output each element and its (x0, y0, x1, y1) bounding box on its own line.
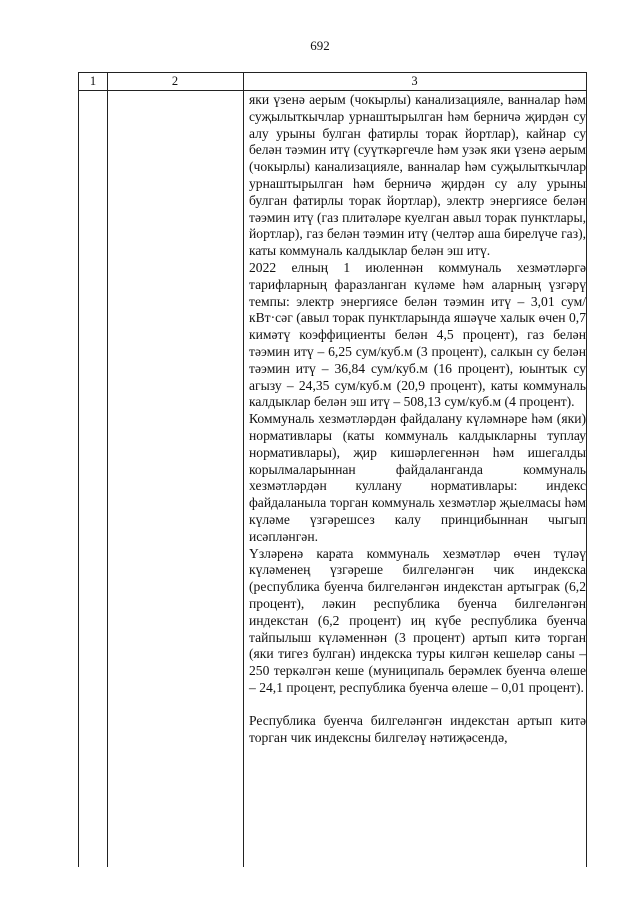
column-divider-1 (107, 72, 108, 867)
paragraph-3: Коммуналь хезмәтләрдән файдалану күләмнәре һәм (яки) нормативлары (каты коммуналь калдыкларны туплау нормативлары), җир кишәрлегеннән һәм ишегалды корылмаларыннан файдаланганда коммуналь хезмәтләрдән куллану нормативлары: индекс файдаланыла торган коммуналь хезмәтләр җыелмасы һәм күләме үзгәрешсез калу принцибыннан чыгып исәпләнгән. (249, 411, 586, 544)
paragraph-5: Республика буенча билгеләнгән индекстан артып китә торган чик индексны билгеләү нәтиҗәсендә, (249, 713, 586, 746)
content-table (78, 72, 587, 867)
paragraph-2: 2022 елның 1 июленнән коммуналь хезмәтләргә тарифларның фаразланган күләме һәм аларның үзгәрү темпы: электр энергиясе белән тәэмин итү – 3,01 сум/кВт·сәг (авыл торак пунктларында яшәүче халык өчен 0,7 кимәтү коэффициенты белән 4,5 процент), газ белән тәэмин итү – 6,25 сум/куб.м (3 процент), салкын су белән тәэмин итү – 36,84 сум/куб.м (16 процент), юынтык су агызу – 24,35 сум/куб.м (20,9 процент), каты коммуналь калдыклар белән эш итү – 508,13 сум/куб.м (4 процент). (249, 259, 586, 410)
paragraph-4: Үзләренә карата коммуналь хезмәтләр өчен түләү күләменең үзгәреше билгеләнгән чик индекска (республика буенча билгеләнгән индекстан артыграк (6,2 процент), ләкин республика буенча билгеләнгән индекстан (6,2 процент) иң күбе республика буенча тайпылыш күләменнән (3 процент) артып китә торган (яки тигез булган) индекска туры килгән кешеләр саны – 250 теркәлгән кеше (муниципаль берәмлек буенча өлеше – 24,1 процент, республика буенча өлеше – 0,01 процент). (249, 545, 586, 695)
column-divider-2 (243, 72, 244, 867)
header-col-1: 1 (89, 74, 97, 88)
table-header-row (79, 72, 586, 91)
header-col-3: 3 (411, 74, 418, 88)
header-col-2: 2 (171, 74, 179, 88)
column-3-text (249, 92, 586, 747)
paragraph-spacer (249, 697, 586, 714)
page-number: 692 (310, 38, 330, 53)
paragraph-1: яки үзенә аерым (чокырлы) канализацияле, ванналар һәм суҗылыткычлар урнаштырылган һәм берничә җирдән су алу урыны булган фатирлы торак йортлар), кайнар су белән тәэмин итү (суүткәргечле һәм узәк яки үзенә аерым (чокырлы) канализацияле, ванналар һәм суҗылыткычлар урнаштырылган һәм берничә җирдән су алу урыны булган фатирлы торак йортлар), электр энергиясе белән тәэмин итү (газ плитәләре куелган авыл торак пунктлары, йортлар), газ белән тәэмин итү (челтәр аша бирелүче газ), каты коммуналь калдыклар белән эш итү. (249, 92, 586, 259)
